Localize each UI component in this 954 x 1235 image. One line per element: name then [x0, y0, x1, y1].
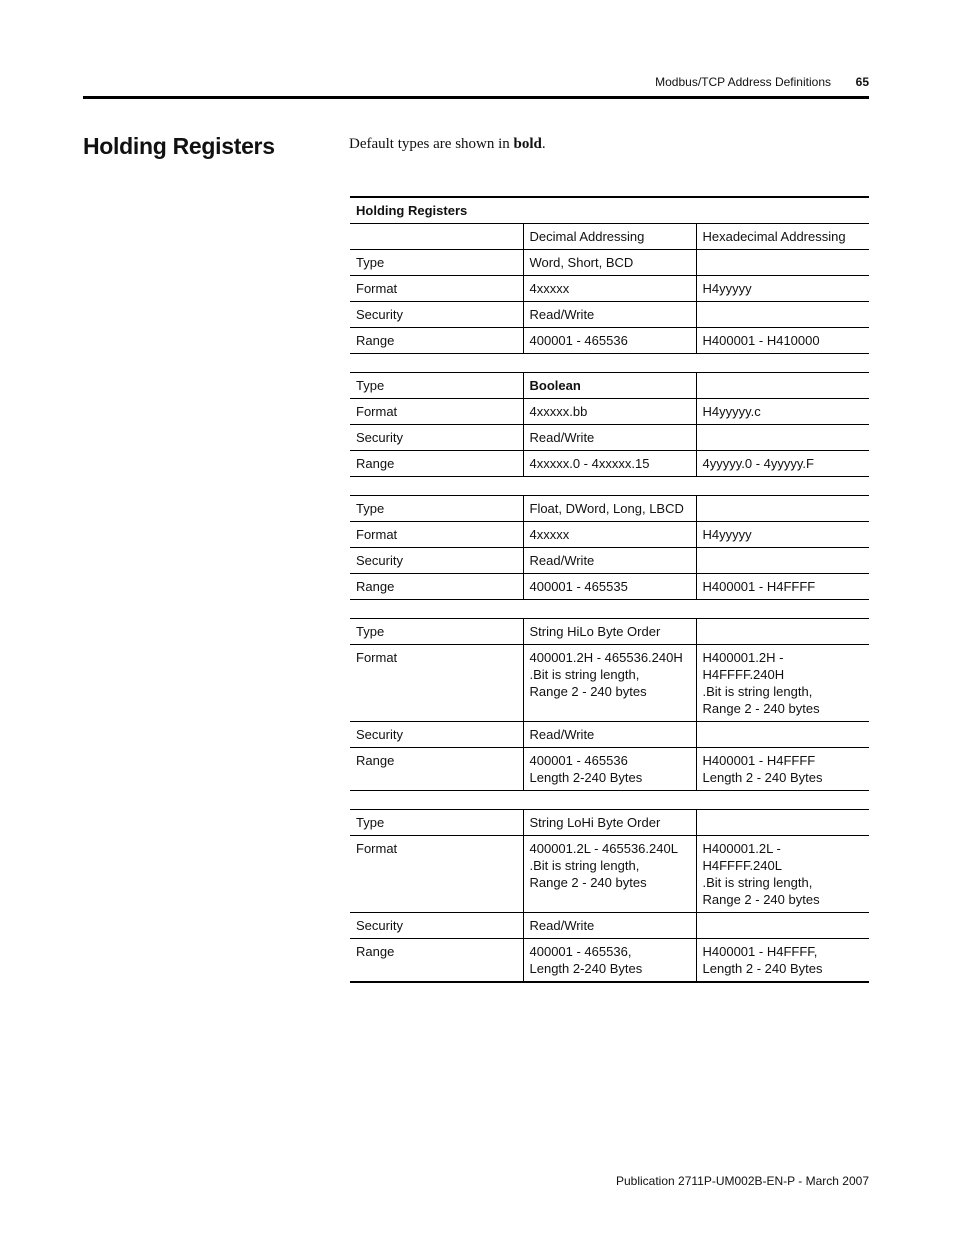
group-spacer	[350, 791, 869, 810]
header-rule	[83, 96, 869, 99]
table-row	[350, 399, 869, 425]
hex-cell	[696, 810, 869, 836]
cell-line: Read/Write	[529, 430, 595, 445]
decimal-cell	[523, 373, 696, 399]
row-label: Format	[350, 399, 523, 425]
spacer-cell	[350, 600, 869, 619]
hex-cell	[696, 328, 869, 354]
hex-cell	[696, 496, 869, 522]
decimal-cell	[523, 496, 696, 522]
intro-prefix: Default types are shown in	[349, 136, 514, 152]
cell-line: H400001 - H410000	[702, 333, 820, 348]
decimal-cell	[523, 276, 696, 302]
group-spacer	[350, 600, 869, 619]
table-row	[350, 939, 869, 983]
row-label: Security	[350, 913, 523, 939]
row-label: Type	[350, 619, 523, 645]
cell-line: H400001 - H4FFFF	[702, 753, 816, 768]
cell-line: Length 2 - 240 Bytes	[702, 770, 823, 785]
hex-cell	[696, 548, 869, 574]
table-row	[350, 913, 869, 939]
table-row	[350, 548, 869, 574]
decimal-cell	[523, 939, 696, 983]
row-label: Security	[350, 548, 523, 574]
cell-line: Read/Write	[529, 553, 595, 568]
table-row	[350, 496, 869, 522]
cell-line: 4yyyyy.0 - 4yyyyy.F	[702, 456, 814, 471]
decimal-cell	[523, 913, 696, 939]
decimal-cell	[523, 302, 696, 328]
table-row	[350, 722, 869, 748]
table-row	[350, 276, 869, 302]
column-header-row	[350, 224, 869, 250]
cell-line: 400001.2L - 465536.240L	[529, 841, 678, 856]
cell-line: Range 2 - 240 bytes	[702, 892, 820, 907]
cell-line: .Bit is string length,	[702, 684, 813, 699]
cell-line: Read/Write	[529, 918, 595, 933]
section-title: Holding Registers	[83, 133, 275, 159]
cell-line: H400001.2L - H4FFFF.240L	[702, 841, 782, 873]
table-row	[350, 425, 869, 451]
cell-line: 400001 - 465535	[529, 579, 628, 594]
decimal-cell	[523, 810, 696, 836]
decimal-cell	[523, 451, 696, 477]
hex-cell	[696, 302, 869, 328]
cell-line: 400001 - 465536,	[529, 944, 632, 959]
group-spacer	[350, 477, 869, 496]
publication-footer: Publication 2711P-UM002B-EN-P - March 2007	[615, 1174, 869, 1188]
cell-line: 4xxxxx	[529, 527, 570, 542]
table-row	[350, 250, 869, 276]
hex-cell	[696, 522, 869, 548]
cell-line: 4xxxxx.0 - 4xxxxx.15	[529, 456, 650, 471]
decimal-cell	[523, 425, 696, 451]
table-row	[350, 836, 869, 913]
table-row	[350, 302, 869, 328]
table-row	[350, 373, 869, 399]
cell-line: Range 2 - 240 bytes	[529, 684, 647, 699]
decimal-cell	[523, 645, 696, 722]
row-label: Type	[350, 250, 523, 276]
intro-suffix: .	[541, 136, 546, 152]
cell-line: Float, DWord, Long, LBCD	[529, 501, 684, 516]
row-label: Security	[350, 425, 523, 451]
cell-line: Length 2-240 Bytes	[529, 961, 643, 976]
cell-line: Read/Write	[529, 727, 595, 742]
row-label: Format	[350, 522, 523, 548]
cell-line: 400001 - 465536	[529, 333, 628, 348]
row-label: Format	[350, 836, 523, 913]
table-row	[350, 645, 869, 722]
hex-cell	[696, 276, 869, 302]
cell-line: H400001.2H - H4FFFF.240H	[702, 650, 785, 682]
row-label: Range	[350, 451, 523, 477]
hex-cell	[696, 836, 869, 913]
cell-line: Read/Write	[529, 307, 595, 322]
decimal-cell	[523, 328, 696, 354]
spacer-cell	[350, 791, 869, 810]
hex-cell	[696, 451, 869, 477]
spacer-cell	[350, 477, 869, 496]
cell-line: 4xxxxx	[529, 281, 570, 296]
column-header-blank	[350, 224, 523, 250]
decimal-cell	[523, 522, 696, 548]
cell-line: 400001 - 465536	[529, 753, 628, 768]
hex-cell	[696, 574, 869, 600]
decimal-cell	[523, 722, 696, 748]
hex-cell	[696, 722, 869, 748]
decimal-cell	[523, 574, 696, 600]
hex-cell	[696, 250, 869, 276]
table-row	[350, 522, 869, 548]
spacer-cell	[350, 354, 869, 373]
decimal-cell	[523, 548, 696, 574]
row-label: Format	[350, 645, 523, 722]
page-number: 65	[855, 75, 869, 89]
cell-line: H4yyyyy	[702, 527, 752, 542]
cell-line: Range 2 - 240 bytes	[702, 701, 820, 716]
row-label: Range	[350, 574, 523, 600]
row-label: Security	[350, 722, 523, 748]
hex-cell	[696, 913, 869, 939]
table-body	[350, 197, 869, 982]
cell-line: Range 2 - 240 bytes	[529, 875, 647, 890]
hex-cell	[696, 373, 869, 399]
row-label: Range	[350, 328, 523, 354]
table-row	[350, 574, 869, 600]
holding-registers-table	[350, 196, 869, 983]
header-section-title: Modbus/TCP Address Definitions	[655, 75, 831, 89]
decimal-cell	[523, 748, 696, 791]
cell-line: String LoHi Byte Order	[529, 815, 661, 830]
hex-cell	[696, 939, 869, 983]
cell-line: .Bit is string length,	[702, 875, 813, 890]
table-title-row	[350, 197, 869, 224]
decimal-cell	[523, 250, 696, 276]
row-label: Type	[350, 496, 523, 522]
row-label: Range	[350, 939, 523, 983]
cell-line: .Bit is string length,	[529, 858, 640, 873]
hex-cell	[696, 645, 869, 722]
cell-line: Boolean	[529, 378, 581, 393]
cell-line: H4yyyyy	[702, 281, 752, 296]
cell-line: H400001 - H4FFFF,	[702, 944, 818, 959]
table-row	[350, 810, 869, 836]
column-header-decimal: Decimal Addressing	[523, 224, 696, 250]
cell-line: 4xxxxx.bb	[529, 404, 588, 419]
row-label: Format	[350, 276, 523, 302]
table-row	[350, 619, 869, 645]
table-row	[350, 748, 869, 791]
column-header-hex: Hexadecimal Addressing	[696, 224, 869, 250]
cell-line: String HiLo Byte Order	[529, 624, 661, 639]
hex-cell	[696, 425, 869, 451]
group-spacer	[350, 354, 869, 373]
cell-line: Length 2 - 240 Bytes	[702, 961, 823, 976]
cell-line: Word, Short, BCD	[529, 255, 634, 270]
decimal-cell	[523, 836, 696, 913]
decimal-cell	[523, 399, 696, 425]
row-label: Range	[350, 748, 523, 791]
cell-line: H400001 - H4FFFF	[702, 579, 816, 594]
intro-text	[349, 136, 546, 153]
table-row	[350, 328, 869, 354]
hex-cell	[696, 399, 869, 425]
cell-line: H4yyyyy.c	[702, 404, 761, 419]
cell-line: 400001.2H - 465536.240H	[529, 650, 683, 665]
row-label: Security	[350, 302, 523, 328]
running-header	[83, 74, 869, 97]
hex-cell	[696, 748, 869, 791]
decimal-cell	[523, 619, 696, 645]
cell-line: Length 2-240 Bytes	[529, 770, 643, 785]
row-label: Type	[350, 373, 523, 399]
hex-cell	[696, 619, 869, 645]
table-title: Holding Registers	[350, 197, 869, 224]
cell-line: .Bit is string length,	[529, 667, 640, 682]
row-label: Type	[350, 810, 523, 836]
intro-bold-word: bold	[513, 136, 542, 152]
table-row	[350, 451, 869, 477]
